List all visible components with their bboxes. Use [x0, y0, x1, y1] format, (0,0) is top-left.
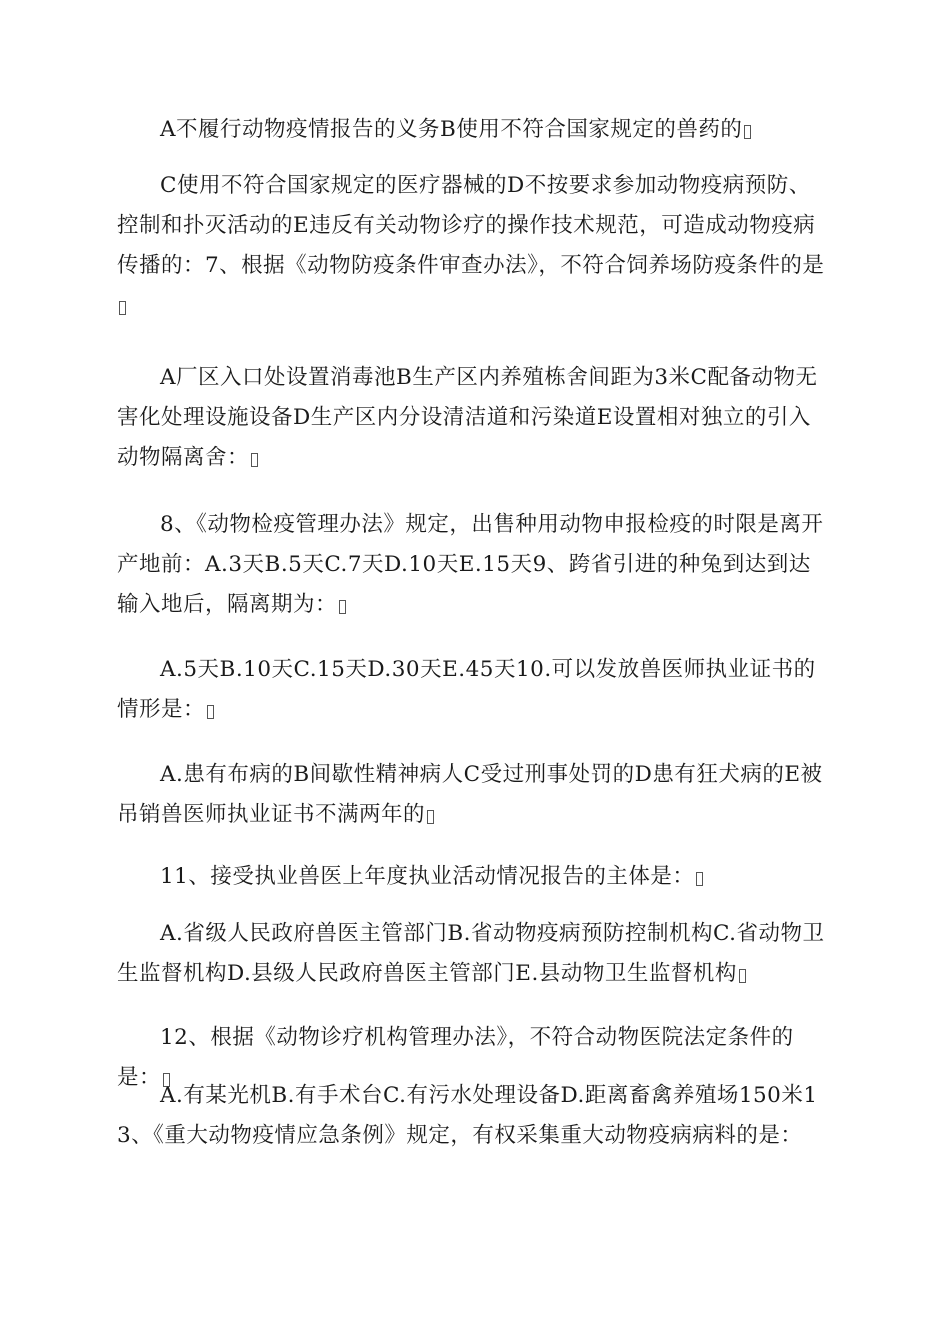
missing-glyph-box [119, 301, 126, 315]
paragraph-text: A.患有布病的B间歇性精神病人C受过刑事处罚的D患有狂犬病的E被吊销兽医师执业证书不满两年的 [117, 762, 823, 827]
missing-glyph-box [207, 705, 214, 719]
paragraph-text: 8、《动物检疫管理办法》规定，出售种用动物申报检疫的时限是离开产地前：A.3天B.5天C.7天D.10天E.15天9、跨省引进的种兔到达到达输入地后，隔离期为： [117, 512, 824, 617]
paragraph-text: A不履行动物疫情报告的义务B使用不符合国家规定的兽药的 [160, 117, 743, 142]
paragraph-text: A厂区入口处设置消毒池B生产区内养殖栋舍间距为3米C配备动物无害化处理设施设备D生产区内分设清洁道和污染道E设置相对独立的引入动物隔离舍： [117, 365, 818, 470]
paragraph-3 [117, 358, 829, 478]
missing-glyph-box [744, 125, 751, 139]
paragraph-text: A.5天B.10天C.15天D.30天E.45天10.可以发放兽医师执业证书的情形是： [117, 657, 816, 722]
paragraph-5 [117, 650, 829, 730]
paragraph-1 [117, 110, 829, 150]
missing-glyph-box [427, 810, 434, 824]
paragraph-10 [117, 1076, 829, 1156]
paragraph-6 [117, 755, 829, 835]
paragraph-text: A.省级人民政府兽医主管部门B.省动物疫病预防控制机构C.省动物卫生监督机构D.县级人民政府兽医主管部门E.县动物卫生监督机构 [117, 921, 825, 986]
missing-glyph-box [251, 453, 258, 467]
paragraph-4 [117, 505, 829, 625]
missing-glyph-box [696, 872, 703, 886]
paragraph-text: 11、接受执业兽医上年度执业活动情况报告的主体是： [160, 864, 695, 889]
paragraph-7 [117, 857, 829, 897]
paragraph-2 [117, 166, 829, 326]
missing-glyph-box [339, 600, 346, 614]
missing-glyph-box [739, 969, 746, 983]
paragraph-8 [117, 914, 829, 994]
paragraph-text: A.有某光机B.有手术台C.有污水处理设备D.距离畜禽养殖场150米13、《重大动物疫情应急条例》规定，有权采集重大动物疫病病料的是： [117, 1083, 818, 1148]
paragraph-text: 12、根据《动物诊疗机构管理办法》，不符合动物医院法定条件的是： [117, 1025, 794, 1090]
paragraph-text: C使用不符合国家规定的医疗器械的D不按要求参加动物疫病预防、控制和扑灭活动的E违反有关动物诊疗的操作技术规范，可造成动物疫病传播的：7、根据《动物防疫条件审查办法》，不符合饲养场防疫条件的是 [117, 173, 825, 278]
